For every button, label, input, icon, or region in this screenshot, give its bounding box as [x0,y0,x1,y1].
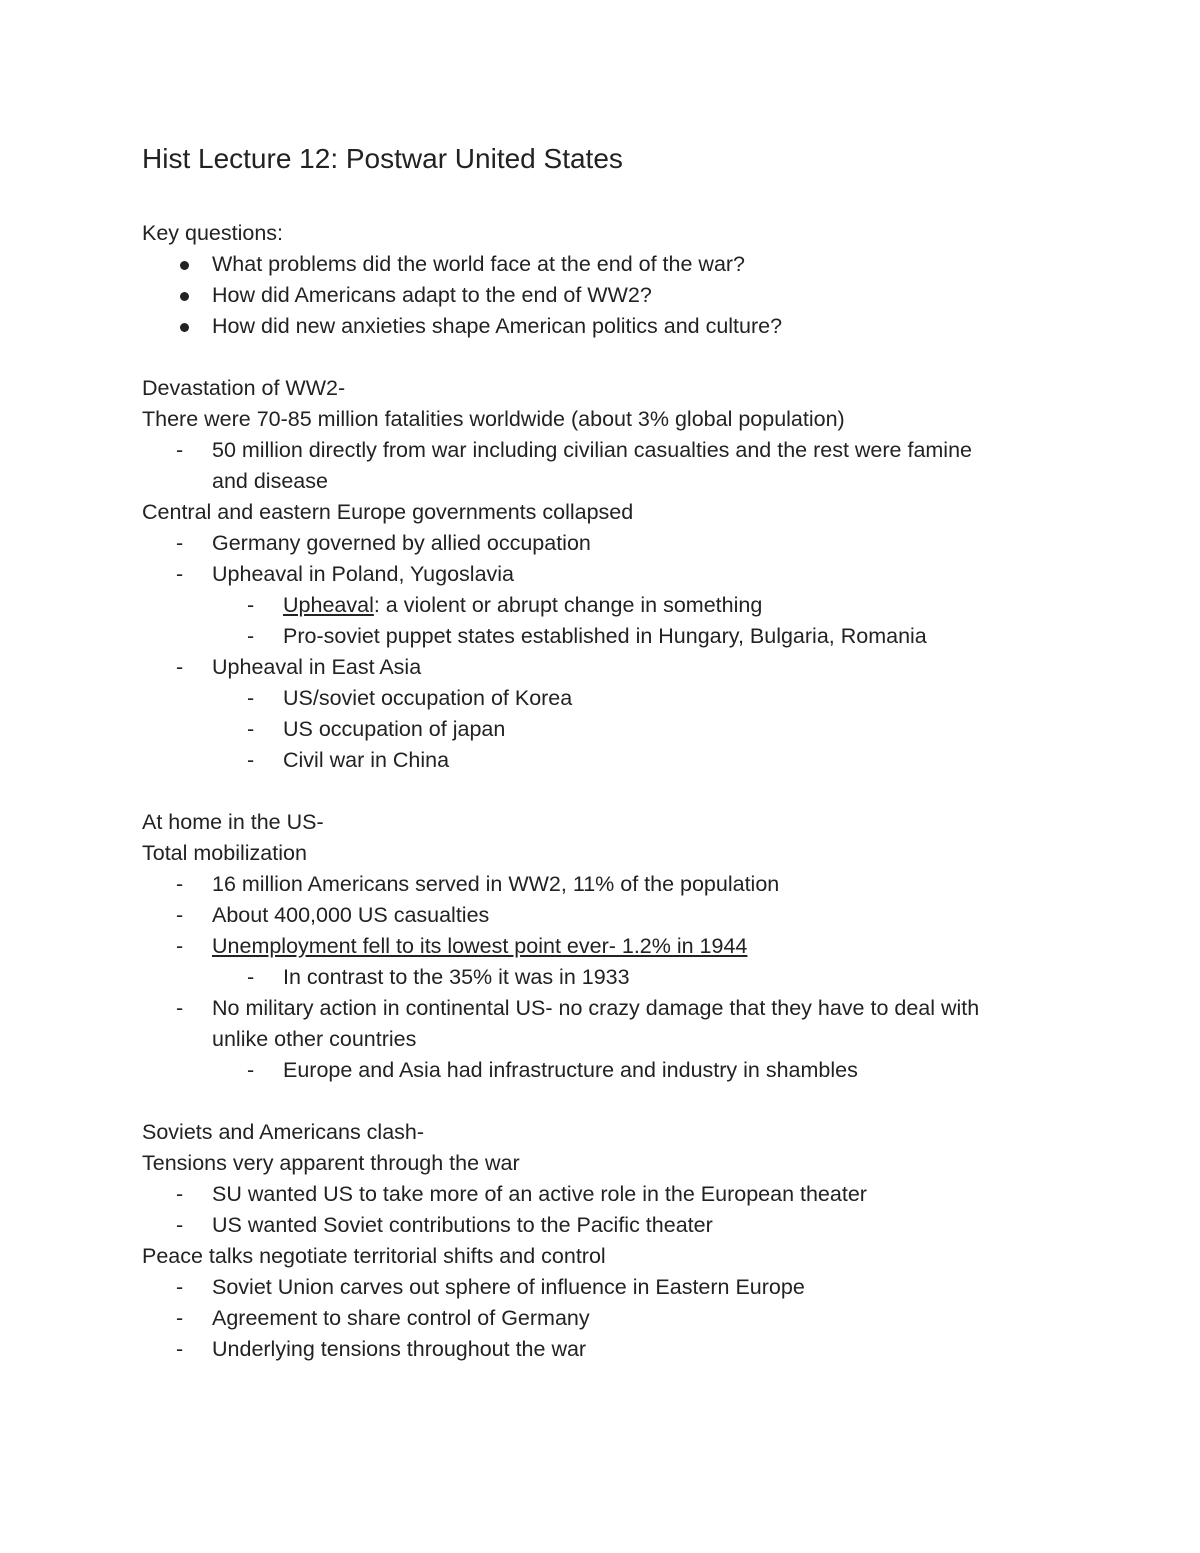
dash-marker: - [176,903,184,927]
note-line: In contrast to the 35% it was in 1933 [283,965,630,989]
dash-marker: - [247,717,255,741]
bullet-icon [180,323,189,332]
note-line: 16 million Americans served in WW2, 11% of the population [212,872,780,896]
note-line: There were 70-85 million fatalities worldwide (about 3% global population) [142,407,845,431]
note-line: Europe and Asia had infrastructure and industry in shambles [283,1058,858,1082]
bullet-icon [180,261,189,270]
note-line: No military action in continental US- no crazy damage that they have to deal with [212,996,980,1020]
note-line: Peace talks negotiate territorial shifts and control [142,1244,606,1268]
note-line: Central and eastern Europe governments collapsed [142,500,634,524]
note-line: 50 million directly from war including civilian casualties and the rest were famine [212,438,972,462]
dash-marker: - [247,593,255,617]
note-line: Total mobilization [142,841,307,865]
dash-marker: - [247,965,255,989]
note-line: Civil war in China [283,748,450,772]
note-line: SU wanted US to take more of an active role in the European theater [212,1182,867,1206]
dash-marker: - [247,624,255,648]
section-heading-clash: Soviets and Americans clash- [142,1120,425,1144]
note-line: US occupation of japan [283,717,506,741]
dash-marker: - [176,531,184,555]
note-line: Upheaval in East Asia [212,655,422,679]
note-line: US/soviet occupation of Korea [283,686,573,710]
dash-marker: - [176,1182,184,1206]
dash-marker: - [176,1306,184,1330]
underlined-term: Upheaval [283,593,374,617]
note-line: unlike other countries [212,1027,417,1051]
note-line: Soviet Union carves out sphere of influence in Eastern Europe [212,1275,805,1299]
section-heading-home: At home in the US- [142,810,324,834]
note-line: About 400,000 US casualties [212,903,490,927]
key-question-item: What problems did the world face at the end of the war? [212,252,746,276]
key-question-item: How did Americans adapt to the end of WW2? [212,283,652,307]
dash-marker: - [176,438,184,462]
dash-marker: - [176,1275,184,1299]
definition-line [283,590,762,621]
note-line: Tensions very apparent through the war [142,1151,520,1175]
dash-marker: - [176,934,184,958]
note-line: US wanted Soviet contributions to the Pacific theater [212,1213,713,1237]
dash-marker: - [176,1213,184,1237]
note-line: Germany governed by allied occupation [212,531,591,555]
definition-text: : a violent or abrupt change in something [373,593,763,617]
note-line: Agreement to share control of Germany [212,1306,590,1330]
dash-marker: - [247,748,255,772]
dash-marker: - [247,686,255,710]
underlined-note-line: Unemployment fell to its lowest point ever- 1.2% in 1944 [212,934,748,958]
page-title: Hist Lecture 12: Postwar United States [142,143,623,174]
note-line: Pro-soviet puppet states established in Hungary, Bulgaria, Romania [283,624,927,648]
dash-marker: - [176,655,184,679]
dash-marker: - [176,996,184,1020]
section-heading-devastation: Devastation of WW2- [142,376,346,400]
note-line: Underlying tensions throughout the war [212,1337,587,1361]
note-line: Upheaval in Poland, Yugoslavia [212,562,515,586]
dash-marker: - [247,1058,255,1082]
bullet-icon [180,292,189,301]
key-question-item: How did new anxieties shape American politics and culture? [212,314,783,338]
dash-marker: - [176,872,184,896]
dash-marker: - [176,1337,184,1361]
key-questions-heading: Key questions: [142,221,284,245]
dash-marker: - [176,562,184,586]
note-line: and disease [212,469,328,493]
